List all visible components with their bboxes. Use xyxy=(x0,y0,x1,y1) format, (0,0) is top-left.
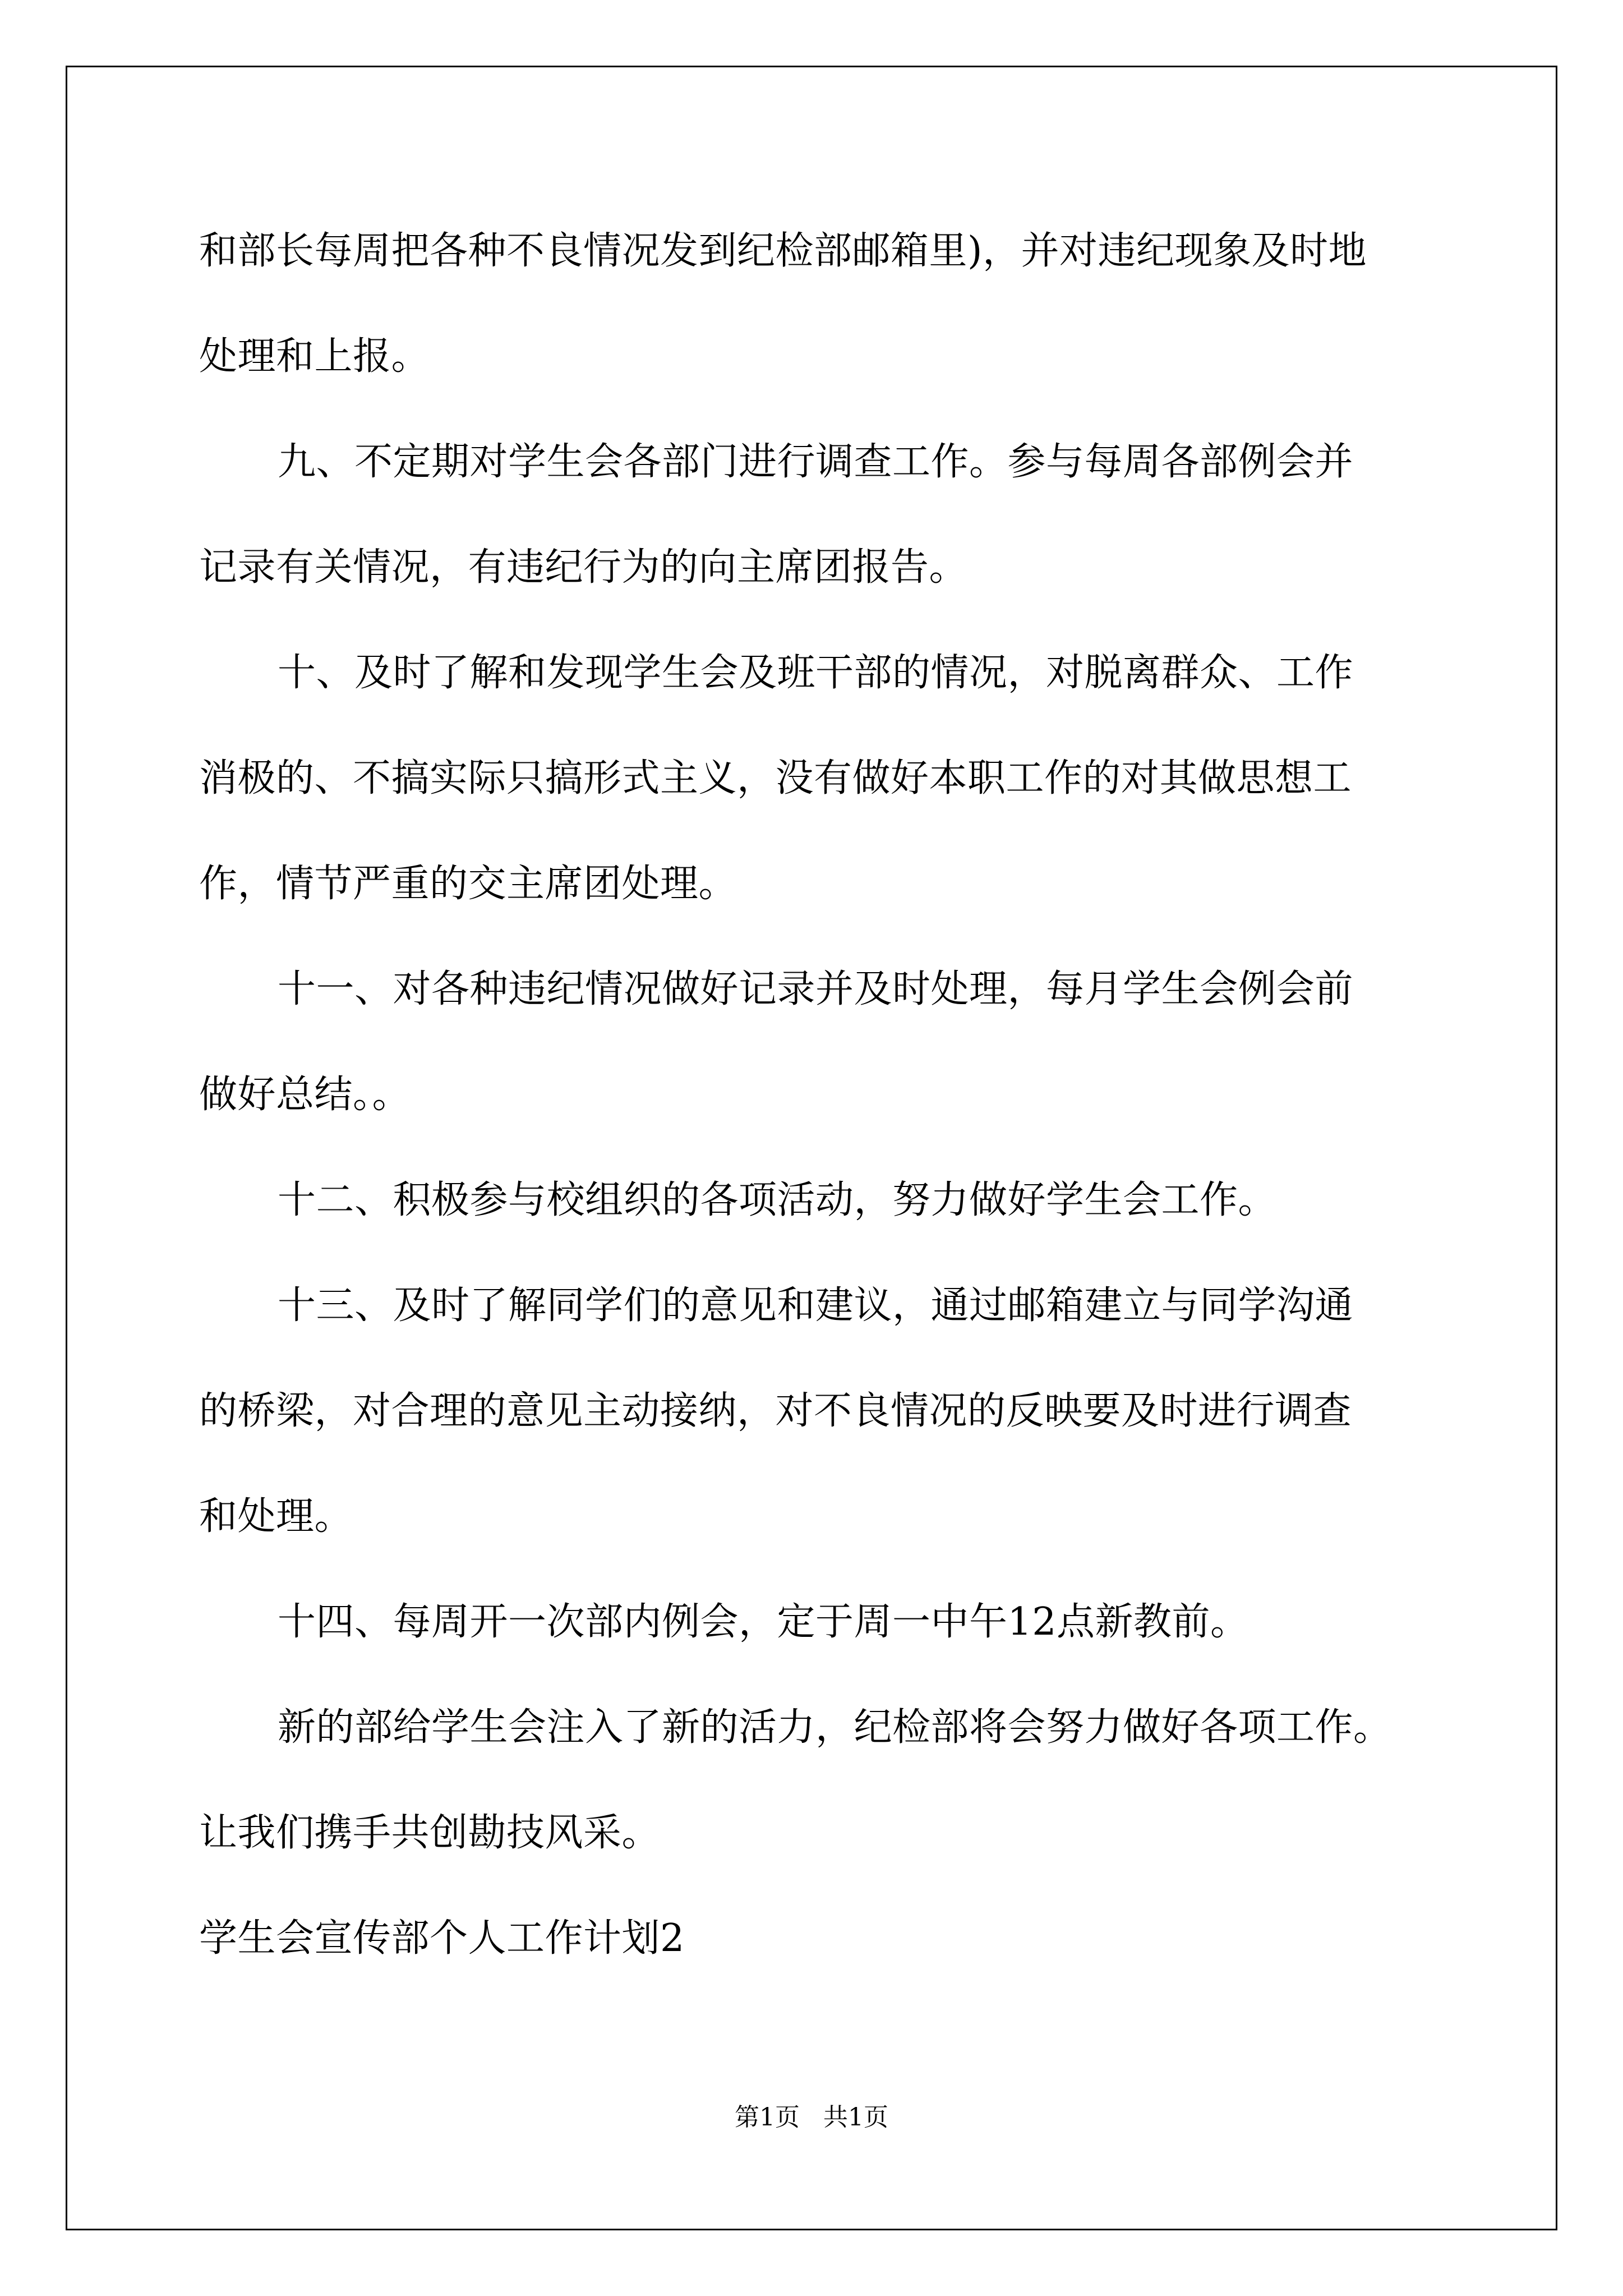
text-line: 让我们携手共创勘技风采。 xyxy=(199,1811,661,1855)
text-line: 十二、积极参与校组织的各项活动，努力做好学生会工作。 xyxy=(278,1178,1277,1222)
text-line: 十、及时了解和发现学生会及班干部的情况，对脱离群众、工作 xyxy=(278,651,1354,695)
text-line: 新的部给学生会注入了新的活力，纪检部将会努力做好各项工作。 xyxy=(278,1705,1392,1750)
text-line: 九、不定期对学生会各部门进行调查工作。参与每周各部例会并 xyxy=(278,440,1354,484)
text-line: 和部长每周把各种不良情况发到纪检部邮箱里)，并对违纪现象及时地 xyxy=(199,229,1367,273)
text-line: 消极的、不搞实际只搞形式主义，没有做好本职工作的对其做思想工 xyxy=(199,756,1352,800)
text-line: 记录有关情况，有违纪行为的向主席团报告。 xyxy=(199,545,968,590)
text-line: 处理和上报。 xyxy=(199,334,430,379)
text-line: 和处理。 xyxy=(199,1494,353,1539)
text-line: 十三、及时了解同学们的意见和建议，通过邮箱建立与同学沟通 xyxy=(278,1283,1354,1328)
text-line: 作，情节严重的交主席团处理。 xyxy=(199,862,737,906)
text-line: 做好总结。。 xyxy=(199,1073,411,1117)
text-line: 十四、每周开一次部内例会，定于周一中午12点新教前。 xyxy=(278,1600,1249,1644)
page-border xyxy=(66,66,1557,2230)
text-line: 十一、对各种违纪情况做好记录并及时处理，每月学生会例会前 xyxy=(278,967,1354,1011)
page-footer: 第1页 共1页 xyxy=(735,2103,888,2132)
text-line: 的桥梁，对合理的意见主动接纳，对不良情况的反映要及时进行调查 xyxy=(199,1389,1352,1433)
section-heading: 学生会宣传部个人工作计划2 xyxy=(199,1916,685,1961)
